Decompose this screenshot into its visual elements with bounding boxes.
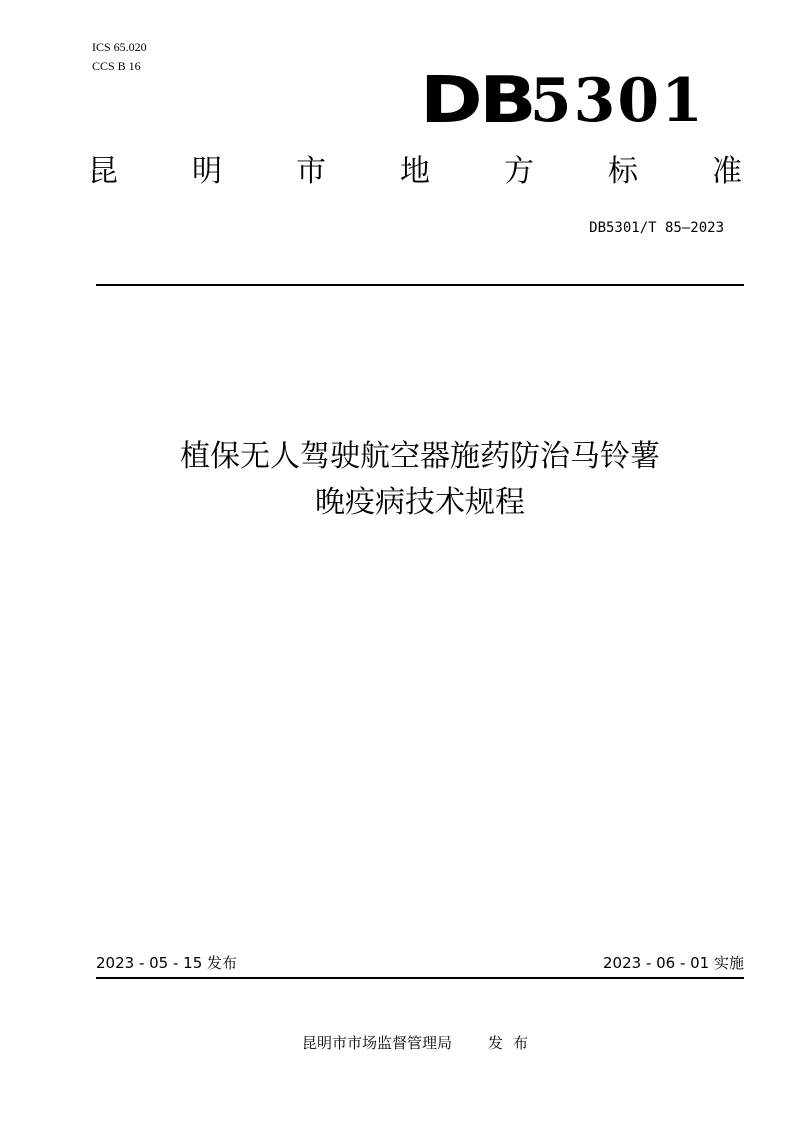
db-logo-prefix: DB — [420, 64, 534, 138]
standard-type-char: 昆 — [88, 154, 118, 189]
ccs-code: CCS B 16 — [92, 59, 141, 73]
document-title — [96, 434, 744, 526]
standard-type-char: 准 — [712, 154, 742, 189]
standard-type-char: 方 — [504, 154, 534, 189]
standard-type-heading — [88, 152, 742, 192]
top-divider — [96, 284, 744, 286]
date-row — [96, 952, 744, 974]
issuer-action: 发布 — [488, 1034, 539, 1052]
issuer-line — [96, 1032, 744, 1054]
document-title-line-2: 晚疫病技术规程 — [315, 485, 525, 520]
issuer-name: 昆明市市场监督管理局 — [301, 1034, 452, 1052]
db-logo-number: 5301 — [529, 66, 705, 136]
classification-codes — [92, 38, 147, 76]
standard-type-char: 市 — [296, 154, 326, 189]
implement-date: 2023 - 06 - 01 实施 — [602, 954, 744, 972]
bottom-divider — [96, 977, 744, 979]
standard-code: DB5301/T 85—2023 — [589, 220, 724, 236]
standard-type-char: 地 — [400, 154, 430, 189]
publish-date: 2023 - 05 - 15 发布 — [96, 954, 238, 972]
standard-type-char: 明 — [192, 154, 222, 189]
standard-type-char: 标 — [608, 154, 638, 189]
document-title-line-1: 植保无人驾驶航空器施药防治马铃薯 — [180, 439, 660, 474]
db-logo — [420, 66, 705, 136]
ics-code: ICS 65.020 — [92, 40, 147, 54]
